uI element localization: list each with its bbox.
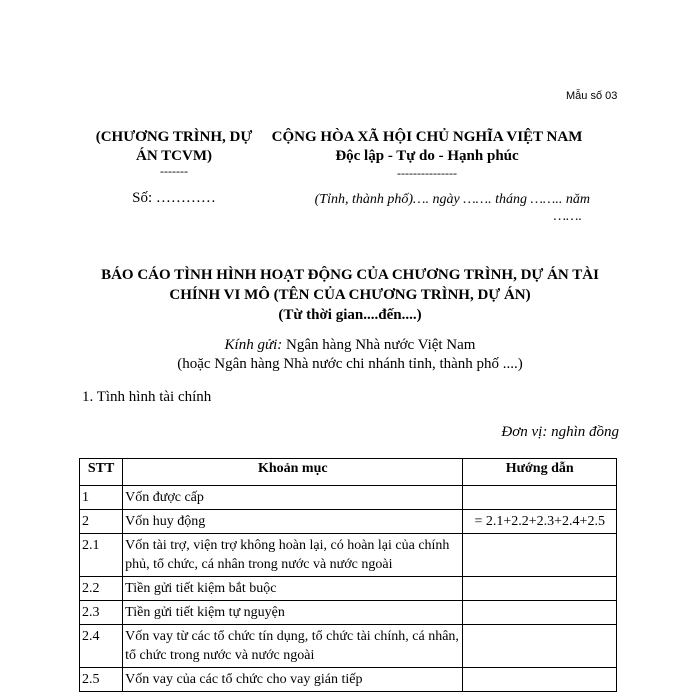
organization-name-line2: ÁN TCVM)	[136, 148, 212, 164]
unit-note: Đơn vị: nghìn đồng	[501, 424, 619, 440]
table-row	[80, 601, 617, 625]
table-row	[80, 577, 617, 601]
recipient-block	[90, 336, 610, 374]
report-period: (Từ thời gian....đến....)	[278, 307, 422, 323]
document-number-label: Số: …………	[132, 190, 216, 206]
row-stt: 2.3	[80, 601, 123, 625]
header-stt: STT	[80, 459, 123, 486]
row-guide	[463, 625, 617, 668]
national-motto: Độc lập - Tự do - Hạnh phúc	[335, 148, 519, 164]
table-row	[80, 534, 617, 577]
row-item: Vốn vay của các tổ chức cho vay gián tiếp	[123, 668, 463, 692]
row-stt: 2.4	[80, 625, 123, 668]
financial-table	[79, 458, 617, 692]
section-heading: 1. Tình hình tài chính	[82, 389, 212, 405]
row-stt: 1	[80, 486, 123, 510]
row-guide	[463, 577, 617, 601]
row-guide	[463, 668, 617, 692]
row-item: Vốn huy động	[123, 510, 463, 534]
report-title-line2: CHÍNH VI MÔ (TÊN CỦA CHƯƠNG TRÌNH, DỰ ÁN)	[169, 287, 531, 303]
organization-name-line1: (CHƯƠNG TRÌNH, DỰ	[95, 129, 253, 145]
table-header-row	[80, 459, 617, 486]
form-number: Mẫu số 03	[566, 90, 618, 102]
organization-divider: -------	[160, 164, 188, 178]
row-guide	[463, 534, 617, 577]
row-guide	[463, 601, 617, 625]
row-guide: = 2.1+2.2+2.3+2.4+2.5	[463, 510, 617, 534]
report-title-line1: BÁO CÁO TÌNH HÌNH HOẠT ĐỘNG CỦA CHƯƠNG TRÌNH, DỰ ÁN TÀI	[101, 267, 599, 283]
row-guide	[463, 486, 617, 510]
header-item: Khoản mục	[123, 459, 463, 486]
row-stt: 2.2	[80, 577, 123, 601]
national-heading	[262, 128, 592, 166]
recipient-alternative: (hoặc Ngân hàng Nhà nước chi nhánh tỉnh, thành phố ....)	[177, 356, 523, 372]
row-stt: 2.5	[80, 668, 123, 692]
report-title	[90, 265, 610, 325]
row-stt: 2.1	[80, 534, 123, 577]
recipient-line	[90, 336, 610, 355]
row-item: Vốn vay từ các tổ chức tín dụng, tổ chức tài chính, cá nhân, tổ chức trong nước và nước ngoài	[123, 625, 463, 668]
national-heading-line1: CỘNG HÒA XÃ HỘI CHỦ NGHĨA VIỆT NAM	[271, 129, 583, 145]
place-date-line1: (Tỉnh, thành phố)…. ngày ……. tháng …….. năm	[314, 192, 590, 207]
row-item: Tiền gửi tiết kiệm bắt buộc	[123, 577, 463, 601]
organization-name	[84, 128, 264, 166]
row-stt: 2	[80, 510, 123, 534]
table-row	[80, 668, 617, 692]
table-row	[80, 625, 617, 668]
row-item: Vốn được cấp	[123, 486, 463, 510]
header-guide: Hướng dẫn	[463, 459, 617, 486]
row-item: Vốn tài trợ, viện trợ không hoàn lại, có hoàn lại của chính phủ, tổ chức, cá nhân trong nước và nước ngoài	[123, 534, 463, 577]
recipient-name: Ngân hàng Nhà nước Việt Nam	[286, 337, 476, 353]
table-row	[80, 486, 617, 510]
recipient-label: Kính gửi:	[224, 337, 283, 353]
national-divider: ---------------	[397, 166, 457, 180]
row-item: Tiền gửi tiết kiệm tự nguyện	[123, 601, 463, 625]
place-date-line2: …….	[553, 209, 582, 224]
table-row	[80, 510, 617, 534]
